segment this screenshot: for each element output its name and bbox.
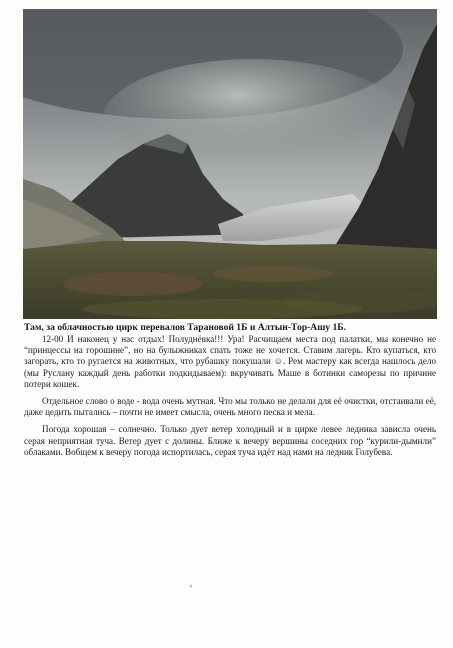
- photo-caption: Там, за облачностью цирк перевалов Тарановой 1Б и Алтын-Тор-Ашу 1Б.: [24, 322, 347, 333]
- body-text: [24, 334, 436, 464]
- paragraph: 12-00 И наконец у нас отдых! Полуднёвка!!! Ура! Расчищаем места под палатки, мы конечно не “принцессы на горошине”, но на булыжниках спать тоже не хочется. Ставим лагерь. Кто купаться, кто загорать, кто то ругается на животных, что рубашку покушали ☺. Рем мастеру как всегда нашлось дело (мы Руслану каждый день работки подкидываем): вкручивать Маше в ботинки саморезы по причине потери кошек.: [24, 334, 436, 389]
- mountain-photo: [23, 9, 437, 319]
- page-number: 4: [189, 584, 192, 590]
- mountain-landscape-image: [23, 9, 437, 319]
- paragraph: Погода хорошая – солнечно. Только дует ветер холодный и в цирке левее ледника зависла очень серая неприятная туча. Ветер дует с долины. Ближе к вечеру вершины соседних гор “курили-дымили” облаками. Вобщем к вечеру погода испортилась, серая туча идёт над нами на ледник Голубева.: [24, 424, 436, 457]
- paragraph: Отдельное слово о воде - вода очень мутная. Что мы только не делали для её очистки, отстаивали её, даже цедить пытались – почти не имеет смысла, очень много песка и мела.: [24, 396, 436, 418]
